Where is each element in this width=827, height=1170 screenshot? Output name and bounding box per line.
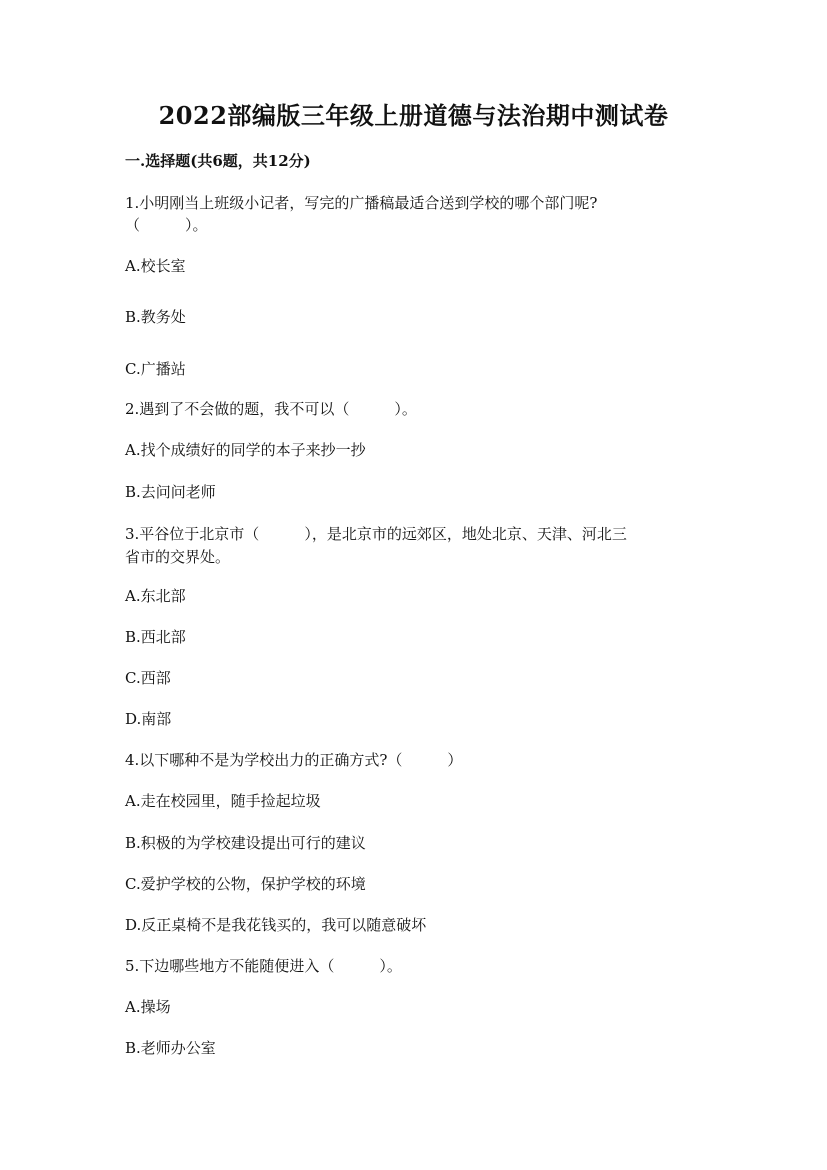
question-4-option-d: D.反正桌椅不是我花钱买的，我可以随意破坏 [125, 916, 427, 934]
question-3-stem-line1: 3.平谷位于北京市（ ），是北京市的远郊区，地处北京、天津、河北三 [125, 525, 627, 543]
exam-title: 2022部编版三年级上册道德与法治期中测试卷 [158, 101, 669, 130]
question-1-option-c: C.广播站 [125, 360, 186, 378]
question-5-stem: 5.下边哪些地方不能随便进入（ ）。 [125, 957, 402, 975]
question-4-stem: 4.以下哪种不是为学校出力的正确方式?（ ） [125, 751, 463, 769]
question-1-stem-line2: （ ）。 [125, 216, 208, 234]
question-1-stem-line1: 1.小明刚当上班级小记者，写完的广播稿最适合送到学校的哪个部门呢? [125, 194, 598, 212]
question-4-option-c: C.爱护学校的公物，保护学校的环境 [125, 875, 366, 893]
question-3-stem-line2: 省市的交界处。 [125, 548, 231, 566]
question-2-option-a: A.找个成绩好的同学的本子来抄一抄 [125, 441, 366, 459]
question-5-option-b: B.老师办公室 [125, 1039, 216, 1057]
section-heading: 一.选择题(共6题，共12分) [125, 152, 311, 170]
question-3-option-c: C.西部 [125, 669, 171, 687]
question-4-option-b: B.积极的为学校建设提出可行的建议 [125, 834, 366, 852]
question-1-option-b: B.教务处 [125, 308, 186, 326]
question-4-option-a: A.走在校园里，随手捡起垃圾 [125, 792, 321, 810]
question-3-option-a: A.东北部 [125, 587, 186, 605]
question-2-option-b: B.去问问老师 [125, 483, 216, 501]
question-3-option-d: D.南部 [125, 710, 172, 728]
question-3-option-b: B.西北部 [125, 628, 186, 646]
question-2-stem: 2.遇到了不会做的题，我不可以（ ）。 [125, 400, 417, 418]
question-1-option-a: A.校长室 [125, 257, 186, 275]
question-5-option-a: A.操场 [125, 998, 171, 1016]
